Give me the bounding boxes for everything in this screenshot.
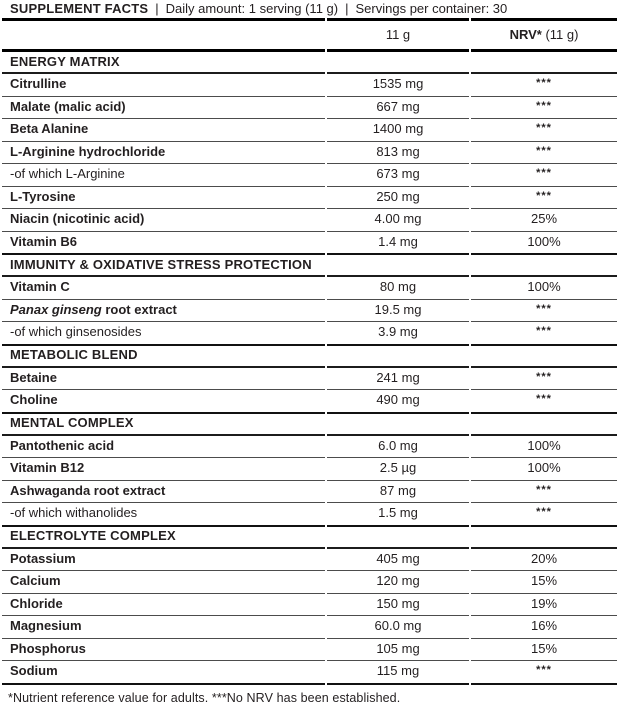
ingredient-name: Beta Alanine xyxy=(2,119,325,142)
ingredient-amount: 1400 mg xyxy=(327,119,469,142)
ingredient-row xyxy=(2,436,617,459)
no-nrv-asterisks: *** xyxy=(536,122,552,135)
ingredient-amount: 87 mg xyxy=(327,481,469,504)
ingredient-row xyxy=(2,142,617,165)
ingredient-nrv xyxy=(471,142,617,165)
section-empty-amount xyxy=(327,255,469,277)
ingredient-nrv: 19% xyxy=(471,594,617,617)
section-title: MENTAL COMPLEX xyxy=(2,414,325,436)
ingredient-amount: 120 mg xyxy=(327,571,469,594)
title-separator: | xyxy=(155,1,159,17)
servings-per-container-text: Servings per container: 30 xyxy=(355,1,508,17)
ingredient-amount: 3.9 mg xyxy=(327,322,469,346)
section-empty-nrv xyxy=(471,527,617,549)
column-header-row xyxy=(2,21,617,52)
ingredient-row xyxy=(2,639,617,662)
panel-title: SUPPLEMENT FACTS xyxy=(10,1,149,17)
no-nrv-asterisks: *** xyxy=(536,483,552,496)
ingredient-name: Pantothenic acid xyxy=(2,436,325,459)
ingredient-row xyxy=(2,97,617,120)
ingredient-name: Vitamin C xyxy=(2,277,325,300)
ingredient-row xyxy=(2,616,617,639)
ingredient-name: Choline xyxy=(2,390,325,414)
ingredient-name: -of which withanolides xyxy=(2,503,325,527)
ingredient-row xyxy=(2,322,617,346)
ingredient-row xyxy=(2,661,617,685)
ingredient-amount: 405 mg xyxy=(327,549,469,572)
ingredient-name: Phosphorus xyxy=(2,639,325,662)
ingredient-row xyxy=(2,594,617,617)
ingredient-nrv xyxy=(471,187,617,210)
ingredient-name: Niacin (nicotinic acid) xyxy=(2,209,325,232)
ingredient-row xyxy=(2,300,617,323)
no-nrv-asterisks: *** xyxy=(536,393,552,406)
footnote-text: *Nutrient reference value for adults. ***No NRV has been established. xyxy=(8,690,401,705)
ingredient-amount: 241 mg xyxy=(327,368,469,391)
title-separator-2: | xyxy=(345,1,349,17)
ingredient-amount: 105 mg xyxy=(327,639,469,662)
section-header-row xyxy=(2,52,617,74)
ingredient-row xyxy=(2,209,617,232)
no-nrv-asterisks: *** xyxy=(536,99,552,112)
ingredient-amount: 2.5 µg xyxy=(327,458,469,481)
no-nrv-asterisks: *** xyxy=(536,77,552,90)
ingredient-nrv: 16% xyxy=(471,616,617,639)
no-nrv-asterisks: *** xyxy=(536,144,552,157)
ingredient-row xyxy=(2,74,617,97)
section-empty-nrv xyxy=(471,52,617,74)
ingredient-nrv xyxy=(471,74,617,97)
ingredient-name: Magnesium xyxy=(2,616,325,639)
ingredient-amount: 19.5 mg xyxy=(327,300,469,323)
ingredient-name: Panax ginseng root extract xyxy=(2,300,325,323)
ingredient-nrv: 100% xyxy=(471,277,617,300)
facts-title-cell xyxy=(2,0,617,18)
ingredient-name: Potassium xyxy=(2,549,325,572)
ingredient-nrv xyxy=(471,481,617,504)
nrv-header-unit: (11 g) xyxy=(541,26,579,42)
nrv-header-label: NRV* xyxy=(509,26,542,42)
no-nrv-asterisks: *** xyxy=(536,189,552,202)
section-header-row xyxy=(2,255,617,277)
ingredient-amount: 150 mg xyxy=(327,594,469,617)
daily-amount-text: Daily amount: 1 serving (11 g) xyxy=(165,1,339,17)
column-header-amount: 11 g xyxy=(327,21,469,52)
ingredient-row xyxy=(2,503,617,527)
ingredient-amount: 673 mg xyxy=(327,164,469,187)
ingredient-amount: 1.4 mg xyxy=(327,232,469,256)
no-nrv-asterisks: *** xyxy=(536,370,552,383)
ingredient-name: Calcium xyxy=(2,571,325,594)
ingredient-nrv: 15% xyxy=(471,571,617,594)
ingredient-nrv: 15% xyxy=(471,639,617,662)
ingredient-amount: 250 mg xyxy=(327,187,469,210)
no-nrv-asterisks: *** xyxy=(536,302,552,315)
section-empty-nrv xyxy=(471,255,617,277)
ingredient-amount: 4.00 mg xyxy=(327,209,469,232)
ingredient-row xyxy=(2,164,617,187)
ingredient-name: -of which L-Arginine xyxy=(2,164,325,187)
ingredient-nrv xyxy=(471,119,617,142)
ingredient-name-latin: Panax ginseng xyxy=(10,301,102,317)
ingredient-name: Citrulline xyxy=(2,74,325,97)
section-title: ELECTROLYTE COMPLEX xyxy=(2,527,325,549)
section-title: METABOLIC BLEND xyxy=(2,346,325,368)
column-header-empty xyxy=(2,21,325,52)
ingredient-row xyxy=(2,232,617,256)
ingredient-amount: 813 mg xyxy=(327,142,469,165)
ingredient-amount: 1.5 mg xyxy=(327,503,469,527)
ingredient-name: Malate (malic acid) xyxy=(2,97,325,120)
facts-title-row xyxy=(2,0,617,18)
ingredient-row xyxy=(2,277,617,300)
ingredient-name: Sodium xyxy=(2,661,325,685)
column-header-nrv xyxy=(471,21,617,52)
ingredient-nrv xyxy=(471,300,617,323)
ingredient-row xyxy=(2,571,617,594)
ingredient-amount: 1535 mg xyxy=(327,74,469,97)
ingredient-row xyxy=(2,390,617,414)
ingredient-row xyxy=(2,119,617,142)
ingredient-nrv xyxy=(471,322,617,346)
no-nrv-asterisks: *** xyxy=(536,664,552,677)
facts-table-body xyxy=(2,0,617,685)
ingredient-nrv: 100% xyxy=(471,232,617,256)
section-empty-amount xyxy=(327,414,469,436)
ingredient-nrv: 20% xyxy=(471,549,617,572)
section-empty-amount xyxy=(327,527,469,549)
no-nrv-asterisks: *** xyxy=(536,325,552,338)
ingredient-nrv: 100% xyxy=(471,458,617,481)
ingredient-amount: 80 mg xyxy=(327,277,469,300)
ingredient-amount: 60.0 mg xyxy=(327,616,469,639)
ingredient-name: L-Arginine hydrochloride xyxy=(2,142,325,165)
ingredient-nrv xyxy=(471,503,617,527)
ingredient-nrv xyxy=(471,97,617,120)
ingredient-nrv xyxy=(471,164,617,187)
section-empty-amount xyxy=(327,346,469,368)
ingredient-row xyxy=(2,187,617,210)
ingredient-row xyxy=(2,549,617,572)
ingredient-name: Chloride xyxy=(2,594,325,617)
section-empty-nrv xyxy=(471,414,617,436)
ingredient-name: Vitamin B6 xyxy=(2,232,325,256)
section-header-row xyxy=(2,346,617,368)
ingredient-amount: 115 mg xyxy=(327,661,469,685)
ingredient-amount: 6.0 mg xyxy=(327,436,469,459)
ingredient-amount: 667 mg xyxy=(327,97,469,120)
ingredient-amount: 490 mg xyxy=(327,390,469,414)
ingredient-nrv xyxy=(471,368,617,391)
ingredient-name: Betaine xyxy=(2,368,325,391)
ingredient-name: Ashwaganda root extract xyxy=(2,481,325,504)
ingredient-name: -of which ginsenosides xyxy=(2,322,325,346)
section-empty-nrv xyxy=(471,346,617,368)
ingredient-name: Vitamin B12 xyxy=(2,458,325,481)
section-header-row xyxy=(2,414,617,436)
section-title: IMMUNITY & OXIDATIVE STRESS PROTECTION xyxy=(2,255,325,277)
section-header-row xyxy=(2,527,617,549)
ingredient-row xyxy=(2,368,617,391)
ingredient-nrv xyxy=(471,661,617,685)
ingredient-nrv: 25% xyxy=(471,209,617,232)
no-nrv-asterisks: *** xyxy=(536,167,552,180)
ingredient-row xyxy=(2,458,617,481)
ingredient-nrv: 100% xyxy=(471,436,617,459)
no-nrv-asterisks: *** xyxy=(536,506,552,519)
ingredient-row xyxy=(2,481,617,504)
ingredient-nrv xyxy=(471,390,617,414)
section-title: ENERGY MATRIX xyxy=(2,52,325,74)
ingredient-name: L-Tyrosine xyxy=(2,187,325,210)
section-empty-amount xyxy=(327,52,469,74)
